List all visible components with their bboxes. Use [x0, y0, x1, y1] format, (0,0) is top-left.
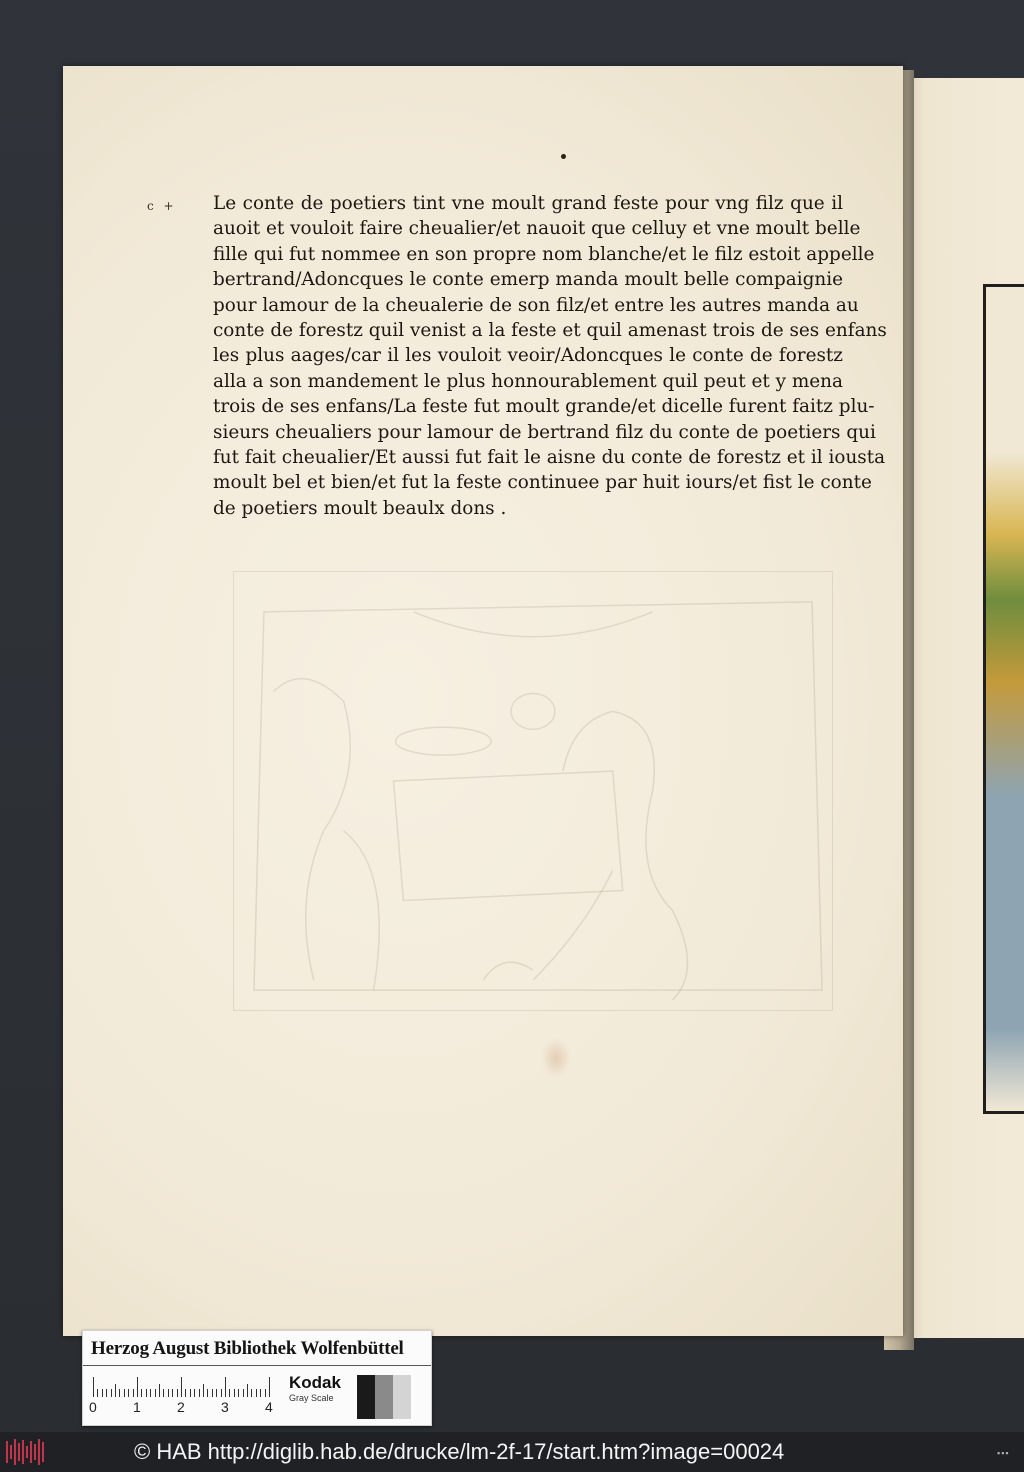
ruler-tick	[163, 1389, 164, 1397]
ruler-tick	[172, 1389, 173, 1397]
ruler-tick	[133, 1389, 134, 1397]
colored-woodcut-illustration	[983, 284, 1024, 1114]
ruler-tick	[199, 1389, 200, 1397]
ruler-tick	[119, 1389, 120, 1397]
ruler-tick	[128, 1389, 129, 1397]
gray-swatch	[357, 1375, 375, 1419]
ruler-tick	[243, 1389, 244, 1397]
ruler-tick	[181, 1377, 182, 1397]
text-line: trois de ses enfans/La feste fut moult grande/et dicelle furent faitz plu-	[213, 396, 875, 418]
scale-card	[82, 1330, 432, 1426]
ruler-tick	[137, 1377, 138, 1397]
ruler-tick	[150, 1389, 151, 1397]
gray-swatch	[393, 1375, 411, 1419]
ruler-tick	[106, 1389, 107, 1397]
ruler-tick	[234, 1389, 235, 1397]
text-line: bertrand/Adoncques le conte emerp manda moult belle compaignie	[213, 269, 843, 291]
ruler-tick	[111, 1389, 112, 1397]
ruler-tick	[256, 1389, 257, 1397]
text-line: fut fait cheualier/Et aussi fut fait le aisne du conte de forestz et il iousta	[213, 447, 886, 469]
ruler-tick	[194, 1389, 195, 1397]
corner-mark: ▪▪▪	[997, 1448, 1010, 1458]
ruler-tick	[124, 1389, 125, 1397]
hab-logo-icon[interactable]	[6, 1438, 48, 1466]
ruler-tick	[207, 1389, 208, 1397]
ruler-tick	[269, 1377, 270, 1397]
text-line: fille qui fut nommee en son propre nom blanche/et le filz estoit appelle	[213, 243, 875, 265]
institution-name: Herzog August Bibliothek Wolfenbüttel	[91, 1338, 404, 1359]
ruler-tick	[221, 1389, 222, 1397]
body-text	[213, 191, 887, 521]
ruler-tick	[102, 1389, 103, 1397]
footer-citation[interactable]: © HAB http://diglib.hab.de/drucke/lm-2f-17/start.htm?image=00024	[134, 1439, 785, 1464]
ruler-tick	[177, 1389, 178, 1397]
text-line: de poetiers moult beaulx dons .	[213, 497, 507, 519]
ruler-tick	[155, 1389, 156, 1397]
show-through-illustration	[233, 571, 833, 1011]
ruler-tick	[225, 1377, 226, 1397]
gray-swatch	[375, 1375, 393, 1419]
text-line: pour lamour de la cheualerie de son filz/et entre les autres manda au	[213, 294, 859, 316]
ruler-tick	[168, 1389, 169, 1397]
margin-annotation: c +	[147, 199, 177, 213]
footer-bar	[0, 1432, 1024, 1472]
ruler-tick	[159, 1384, 160, 1397]
ruler-tick	[115, 1384, 116, 1397]
ruler-tick	[212, 1389, 213, 1397]
ruler-tick	[247, 1384, 248, 1397]
gray-scale-label: Gray Scale	[289, 1393, 334, 1403]
ruler-number: 4	[265, 1399, 273, 1415]
ruler-tick	[203, 1384, 204, 1397]
ruler-tick	[185, 1389, 186, 1397]
ruler-tick	[229, 1389, 230, 1397]
ruler-tick	[141, 1389, 142, 1397]
facing-page	[905, 78, 1024, 1338]
paper-stain	[541, 1038, 571, 1078]
text-line: moult bel et bien/et fut la feste continuee par huit iours/et fist le conte	[213, 472, 872, 494]
ruler-tick	[146, 1389, 147, 1397]
ruler-tick	[97, 1389, 98, 1397]
text-line: les plus aages/car il les vouloit veoir/Adoncques le conte de forestz	[213, 345, 843, 367]
card-divider	[83, 1365, 431, 1366]
text-line: conte de forestz quil venist a la feste et quil amenast trois de ses enfans	[213, 320, 887, 342]
ruler-tick	[216, 1389, 217, 1397]
page-marker	[561, 154, 566, 159]
ruler-number: 2	[177, 1399, 185, 1415]
ruler-tick	[265, 1389, 266, 1397]
ruler-number: 3	[221, 1399, 229, 1415]
ruler-number: 0	[89, 1399, 97, 1415]
ruler-number: 1	[133, 1399, 141, 1415]
ruler-tick	[251, 1389, 252, 1397]
document-page	[63, 66, 903, 1336]
kodak-brand: Kodak	[289, 1373, 341, 1392]
ruler-tick	[260, 1389, 261, 1397]
ruler-tick	[93, 1377, 94, 1397]
text-line: sieurs cheualiers pour lamour de bertrand filz du conte de poetiers qui	[213, 421, 876, 443]
text-line: alla a son mandement le plus honnourablement quil peut et y mena	[213, 370, 843, 392]
text-line: auoit et vouloit faire cheualier/et nauoit que celluy et vne moult belle	[213, 218, 861, 240]
ruler-tick	[238, 1389, 239, 1397]
text-line: Le conte de poetiers tint vne moult grand feste pour vng filz que il	[213, 193, 843, 214]
ruler-tick	[190, 1389, 191, 1397]
